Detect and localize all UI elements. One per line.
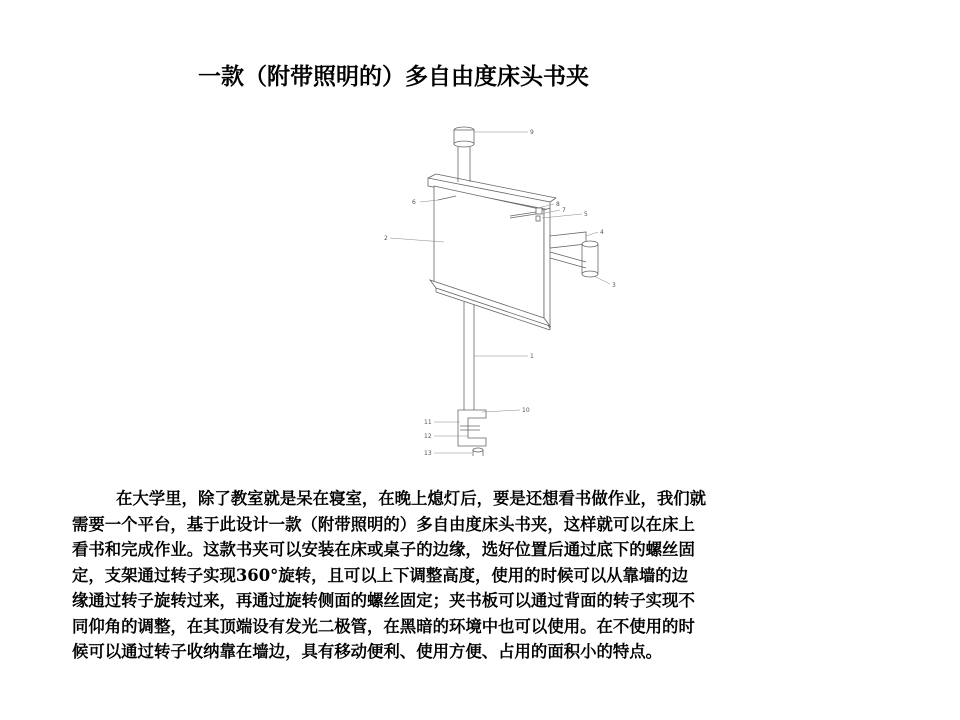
paragraph-line: 同仰角的调整，在其顶端设有发光二极管，在黑暗的环境中也可以使用。在不使用的时 [72, 616, 695, 636]
callout-8: 8 [556, 201, 560, 208]
callout-13: 13 [424, 450, 432, 457]
paragraph-line: 在大学里，除了教室就是呆在寝室，在晚上熄灯后，要是还想看书做作业，我们就 [116, 489, 707, 508]
paragraph-line: 候可以通过转子收纳靠在墙边，具有移动便利、使用方便、占用的面积小的特点。 [72, 642, 663, 661]
callout-12: 12 [424, 433, 432, 440]
callout-5: 5 [584, 211, 588, 218]
paragraph-line: 看书和完成作业。这款书夹可以安装在床或桌子的边缘，选好位置后通过底下的螺丝固 [72, 540, 695, 559]
callout-10: 10 [522, 407, 530, 414]
callout-6: 6 [412, 199, 416, 206]
paragraph-line: 需要一个平台，基于此设计一款（附带照明的）多自由度床头书夹，这样就可以在床上 [72, 514, 695, 534]
slide-title: 一款（附带照明的）多自由度床头书夹 [198, 64, 589, 90]
callout-3: 3 [612, 282, 616, 289]
callout-4: 4 [600, 229, 604, 236]
book-clip-illustration [360, 120, 620, 465]
callout-2: 2 [384, 235, 388, 242]
callout-1: 1 [530, 353, 534, 360]
book-clip-drawing [360, 120, 620, 465]
description-paragraph [72, 486, 892, 665]
callout-7: 7 [562, 207, 566, 214]
callout-11: 11 [424, 419, 432, 426]
callout-9: 9 [530, 129, 534, 136]
paragraph-line: 定，支架通过转子实现360°旋转，且可以上下调整高度，使用的时候可以从靠墙的边 [72, 565, 689, 585]
paragraph-line: 缘通过转子旋转过来，再通过旋转侧面的螺丝固定；夹书板可以通过背面的转子实现不 [72, 591, 695, 610]
